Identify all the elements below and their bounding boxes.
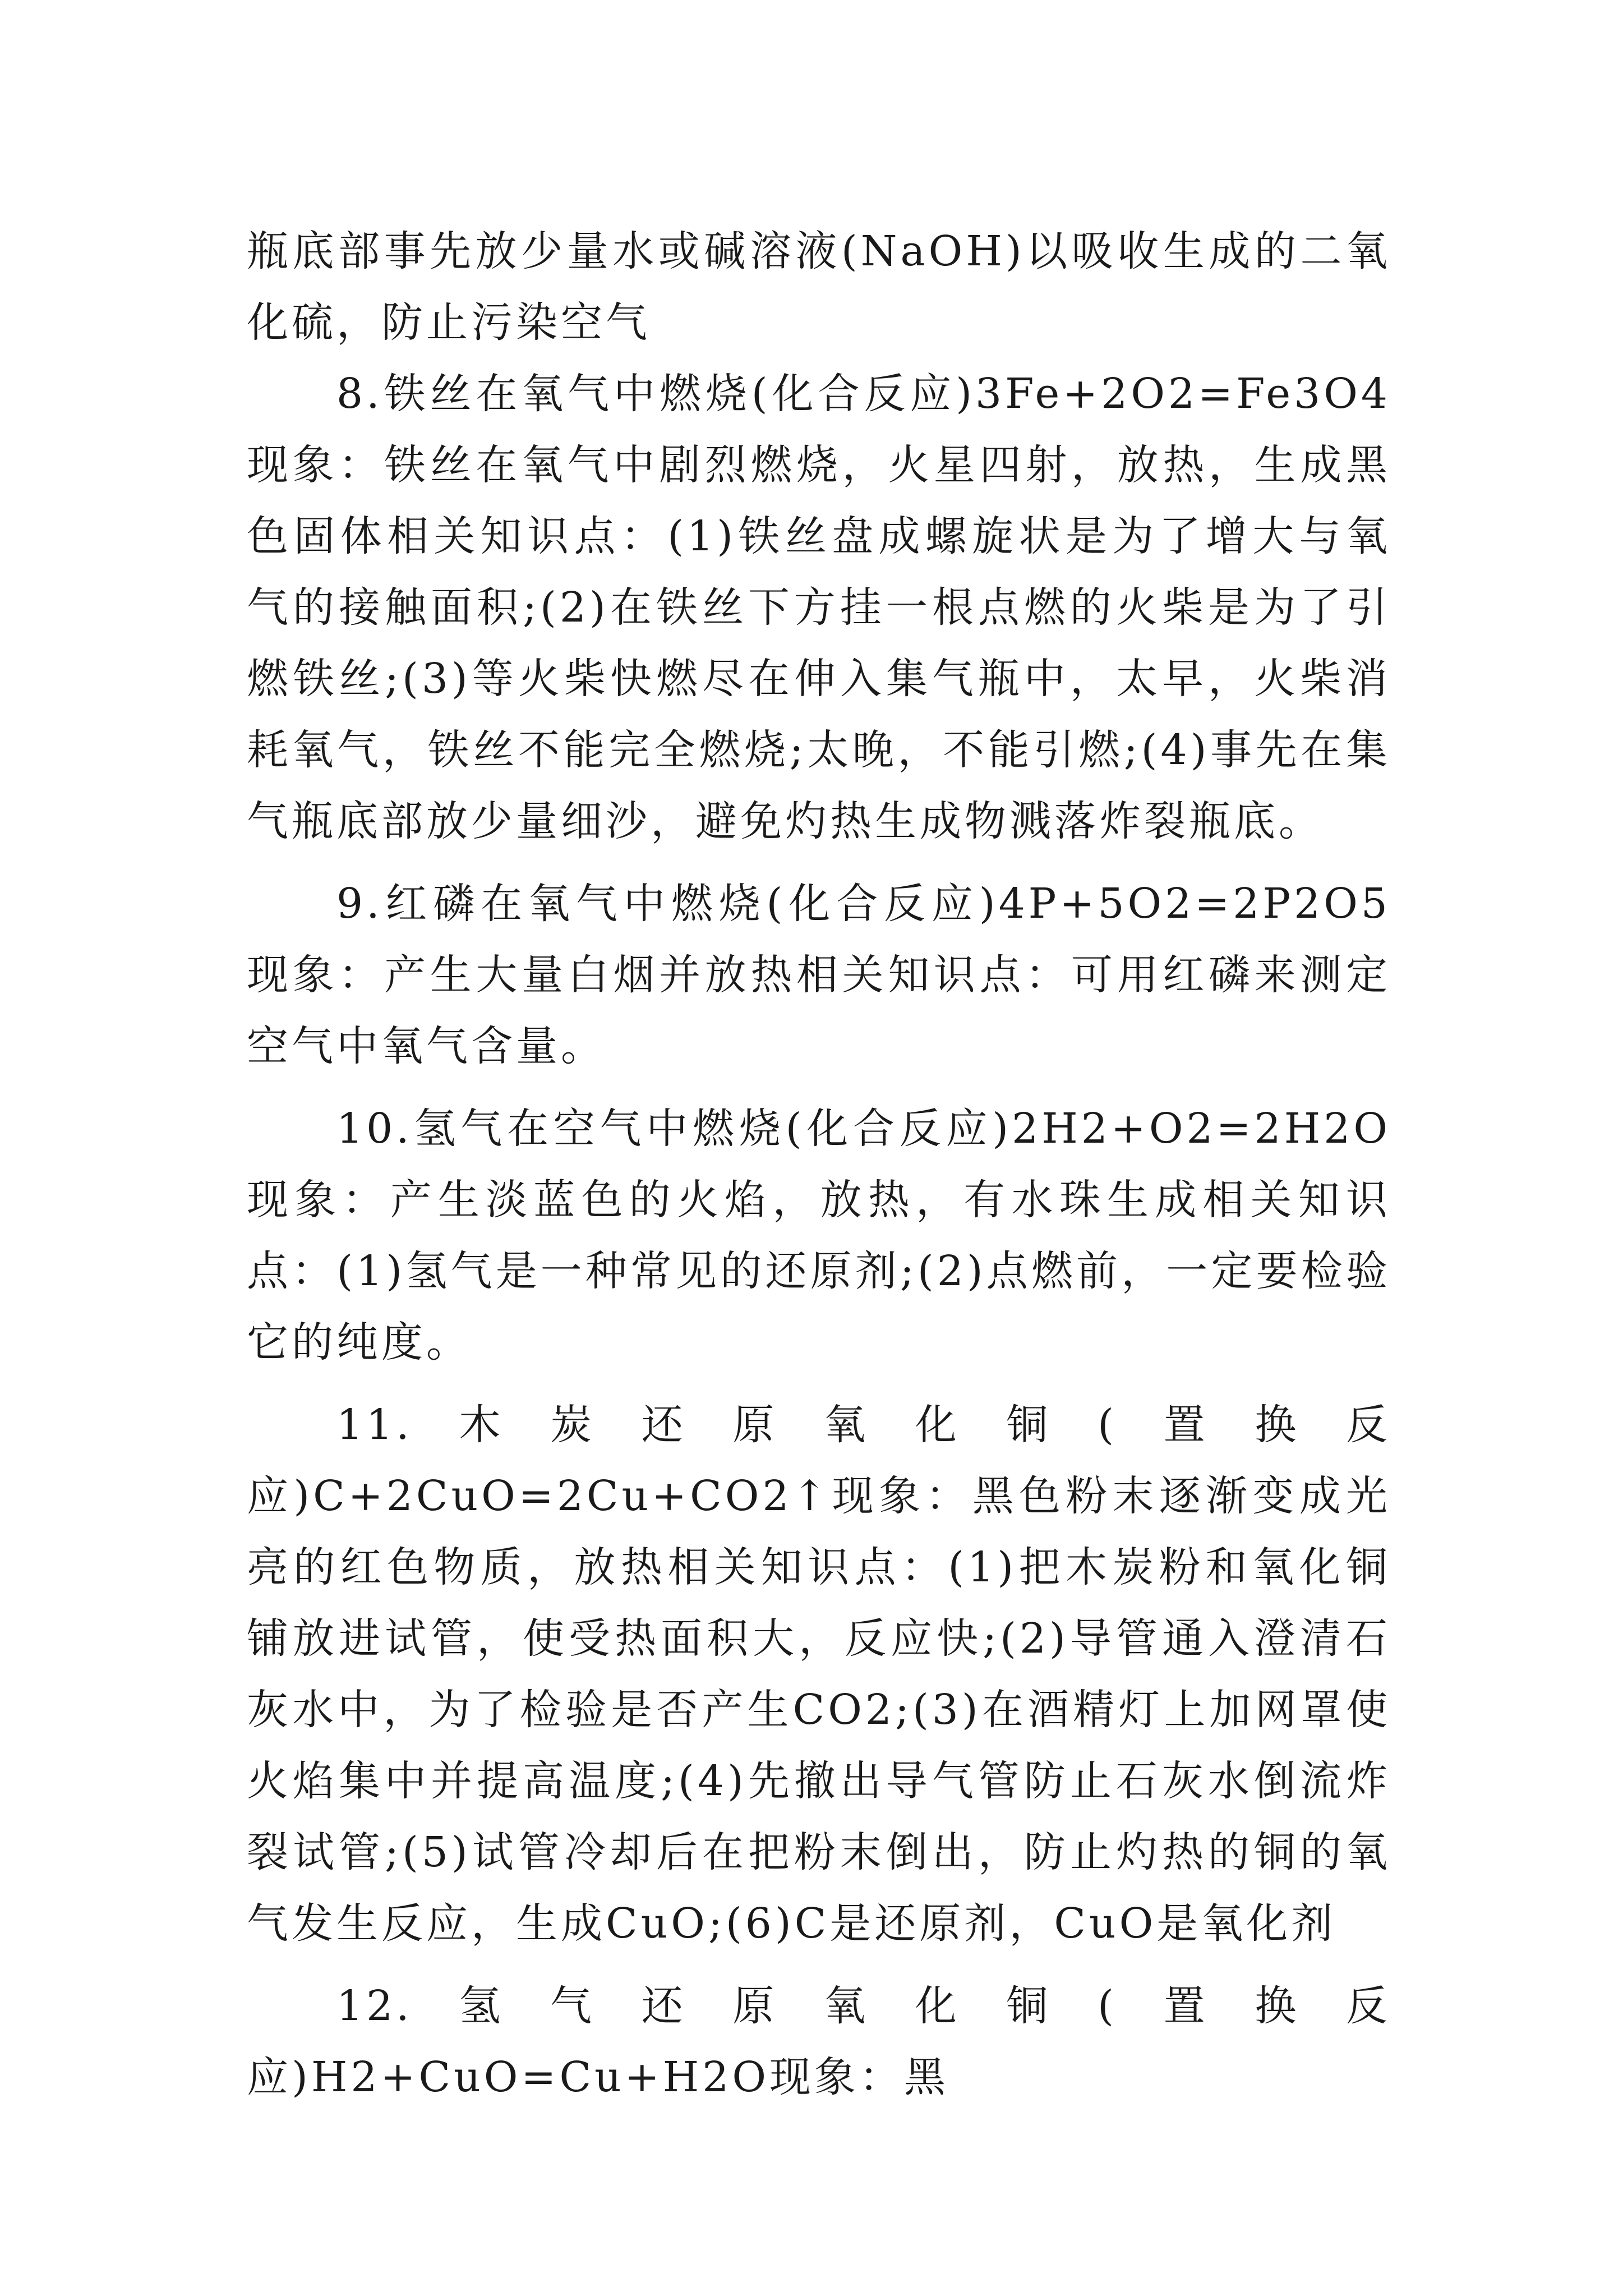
document-body	[247, 216, 1391, 2124]
paragraph-item-12: 12.氢气还原氧化铜(置换反应)H2+CuO=Cu+H2O现象：黑	[247, 1982, 1391, 2101]
paragraph-continuation: 瓶底部事先放少量水或碱溶液(NaOH)以吸收生成的二氧化硫，防止污染空气	[247, 227, 1391, 347]
paragraph-item-8: 8.铁丝在氧气中燃烧(化合反应)3Fe+2O2=Fe3O4现象：铁丝在氧气中剧烈燃烧，火星四射，放热，生成黑色固体相关知识点：(1)铁丝盘成螺旋状是为了增大与氧气的接触面积;(2)在铁丝下方挂一根点燃的火柴是为了引燃铁丝;(3)等火柴快燃尽在伸入集气瓶中，太早，火柴消耗氧气，铁丝不能完全燃烧;太晚，不能引燃;(4)事先在集气瓶底部放少量细沙，避免灼热生成物溅落炸裂瓶底。	[247, 370, 1391, 845]
paragraph-item-9: 9.红磷在氧气中燃烧(化合反应)4P+5O2=2P2O5现象：产生大量白烟并放热相关知识点：可用红磷来测定空气中氧气含量。	[247, 880, 1391, 1070]
paragraph-item-10: 10.氢气在空气中燃烧(化合反应)2H2+O2=2H2O现象：产生淡蓝色的火焰，放热，有水珠生成相关知识点：(1)氢气是一种常见的还原剂;(2)点燃前，一定要检验它的纯度。	[247, 1105, 1391, 1366]
paragraph-item-11: 11.木炭还原氧化铜(置换反应)C+2CuO=2Cu+CO2↑现象：黑色粉末逐渐变成光亮的红色物质，放热相关知识点：(1)把木炭粉和氧化铜铺放进试管，使受热面积大，反应快;(2)导管通入澄清石灰水中，为了检验是否产生CO2;(3)在酒精灯上加网罩使火焰集中并提高温度;(4)先撤出导气管防止石灰水倒流炸裂试管;(5)试管冷却后在把粉末倒出，防止灼热的铜的氧气发生反应，生成CuO;(6)C是还原剂，CuO是氧化剂	[247, 1401, 1391, 1948]
